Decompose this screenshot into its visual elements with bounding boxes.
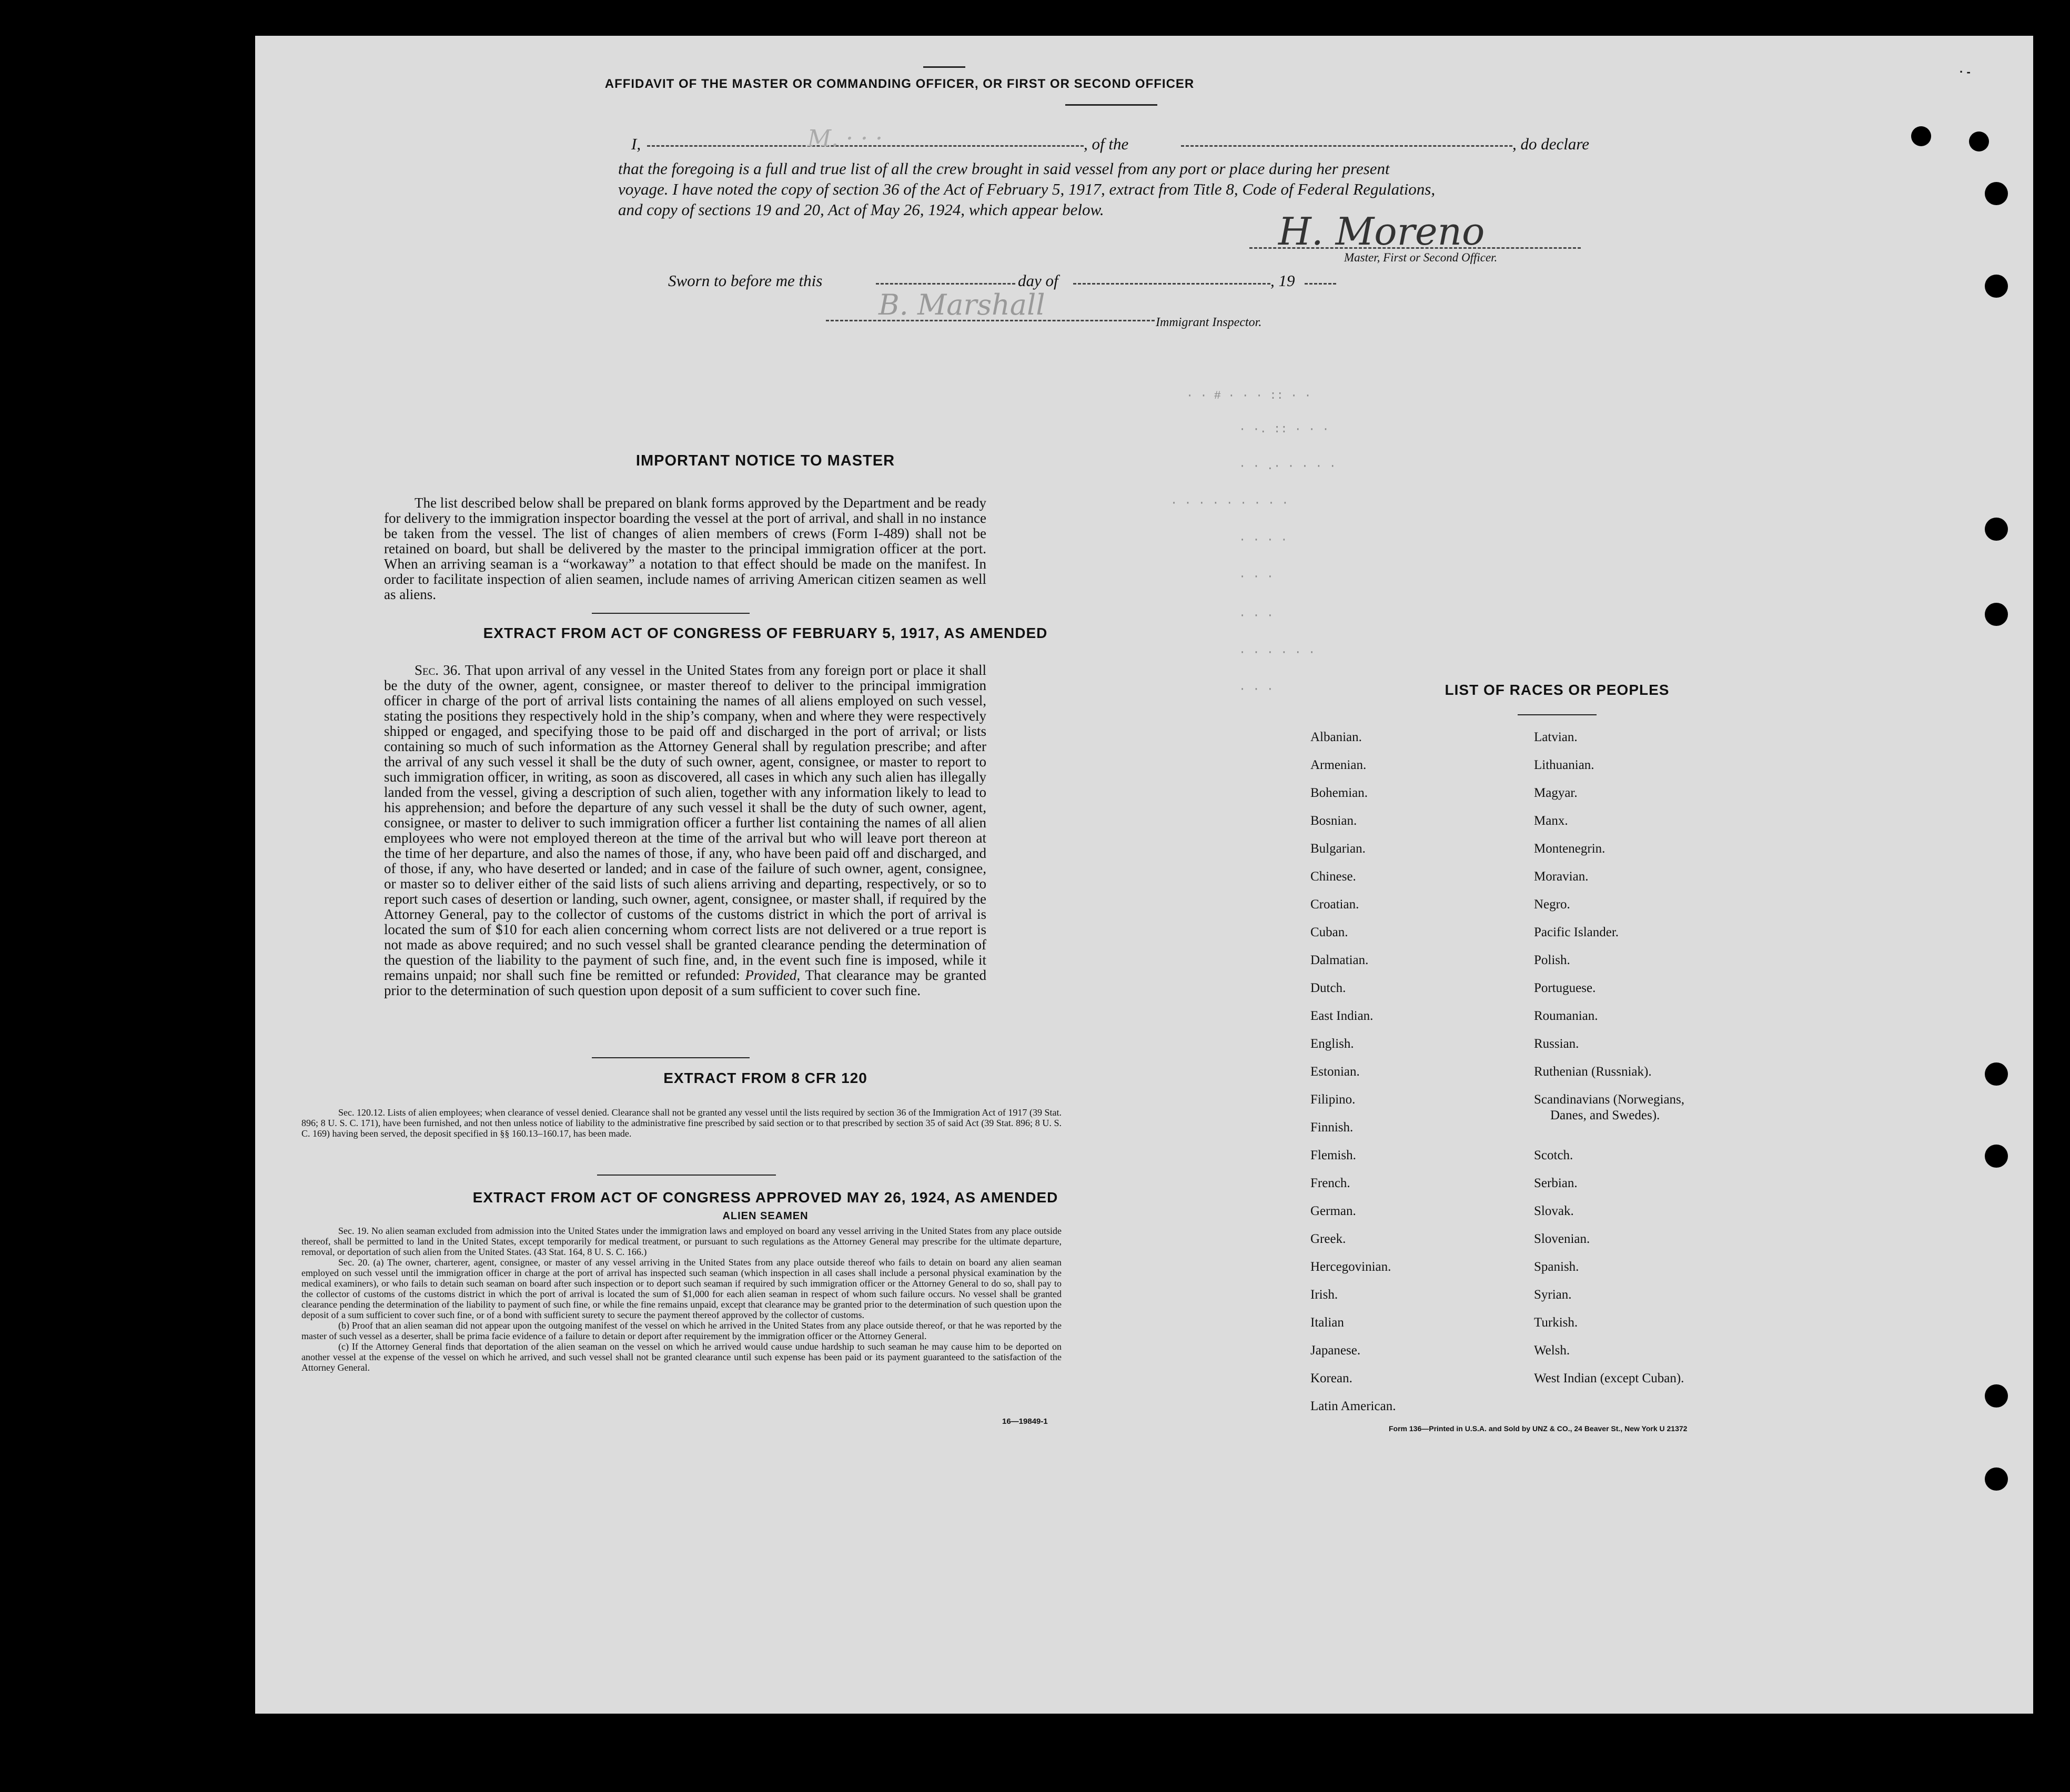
race-item: Finnish. — [1310, 1120, 1354, 1135]
extract-1924-body — [301, 1226, 1062, 1373]
corner-mark: · - — [1960, 65, 1971, 78]
race-item: French. — [1310, 1176, 1350, 1190]
race-item: Turkish. — [1534, 1315, 1578, 1330]
divider — [597, 1175, 776, 1176]
race-item: East Indian. — [1310, 1009, 1374, 1023]
race-item: Negro. — [1534, 897, 1570, 912]
race-item: Dalmatian. — [1310, 953, 1369, 967]
bleed-through-mark: · · .· · · · · — [1239, 460, 1336, 473]
race-item: Bosnian. — [1310, 814, 1357, 828]
race-item: Welsh. — [1534, 1343, 1570, 1358]
inspector-signature-line[interactable] — [826, 320, 1155, 321]
sec-20c-text: (c) If the Attorney General finds that deportation of the alien seaman on the vessel on which he arrived would cause undue hardship to such seaman he may cause him to be deported on another vessel at the expense of the vessel on which he arrived, and such vessel shall not be granted clearance until such expense has been paid or its payment guaranteed to the satisfaction of the Attorney General. — [301, 1341, 1062, 1373]
race-item: Armenian. — [1310, 758, 1367, 772]
printer-footer: Form 136—Printed in U.S.A. and Sold by UNZ & CO., 24 Beaver St., New York U 21372 — [1389, 1424, 1688, 1433]
divider — [592, 613, 750, 614]
race-item: Filipino. — [1310, 1092, 1356, 1107]
bleed-through-mark: · · · — [1239, 609, 1274, 622]
races-title: LIST OF RACES OR PEOPLES — [1445, 682, 1670, 698]
race-item: Scandinavians (Norwegians, — [1534, 1092, 1685, 1107]
race-item: Flemish. — [1310, 1148, 1356, 1162]
inspector-caption: Immigrant Inspector. — [1156, 316, 1262, 329]
punch-hole — [1985, 1145, 2008, 1168]
sec-36-text-end: That clearance may be granted prior to the determination of such question upon deposit of a sum sufficient to cover such fine. — [384, 967, 986, 998]
race-item: German. — [1310, 1204, 1356, 1218]
bleed-through-mark: · · · · — [1239, 533, 1288, 546]
extract-cfr-title: EXTRACT FROM 8 CFR 120 — [663, 1070, 867, 1086]
title-underline — [1065, 104, 1157, 106]
bleed-through-mark: · · # · · · :: · · — [1186, 389, 1311, 402]
sworn-month-line[interactable] — [1073, 283, 1270, 285]
race-item: Croatian. — [1310, 897, 1359, 912]
master-signature: H. Moreno — [1278, 209, 1485, 254]
sec-20b-text: (b) Proof that an alien seaman did not appear upon the outgoing manifest of the vessel on which he arrived in the United States from any place outside thereof, or that he was reported by the master of such vessel as a deserter, shall be prima facie evidence of a failure to detain or deport after requirement by the immigration officer or the Attorney General. — [301, 1320, 1062, 1341]
race-item: Albanian. — [1310, 730, 1362, 744]
punch-hole — [1985, 1467, 2008, 1491]
sworn-day-line[interactable] — [876, 283, 1015, 285]
vessel-field-line[interactable] — [1181, 145, 1512, 147]
top-mark — [923, 66, 965, 68]
day-of-label: day of — [1018, 271, 1058, 290]
race-item: Chinese. — [1310, 869, 1356, 884]
punch-hole — [1985, 1062, 2008, 1086]
punch-hole — [1985, 603, 2008, 626]
sec-36-text: That upon arrival of any vessel in the United States from any foreign port or place it shall be the duty of the owner, agent, consignee, or master thereof to deliver to the principal immigration officer in charge of the port of arrival lists containing the names of all aliens employed on such vessel, stating the positions they respectively hold in the ship’s company, when and where they were respectively shipped or engaged, and specifying those to be paid off and discharged in the port of arrival; or lists containing so much of such information as the Attorney General shall by regulation prescribe; and after the arrival of any such vessel it shall be the duty of such owner, agent, consignee, or master to report to such immigration officer, in writing, as soon as discovered, all cases in which any such alien has illegally landed from the vessel, giving a description of such alien, together with any information likely to lead to his apprehension; and before the departure of any such vessel it shall be the duty of such owner, agent, consignee, or master to deliver to such immigration officer a further list containing the names of all alien employees who were not employed thereon at the time of the arrival but who will leave port thereon at the time of her departure, and also the names of those, if any, who have been paid off and discharged, and of those, if any, who have deserted or landed; and in case of the failure of such owner, agent, consignee, or master so to deliver either of the said lists of such aliens arriving and departing, respectively, or so to report such cases of desertion or landing, such owner, agent, consignee, or master shall, if required by the Attorney General, pay to the collector of customs of the customs district in which the port of arrival is located the sum of $10 for each alien concerning whom correct lists are not delivered or a true report is not made as above required; and no such vessel shall be granted clearance pending the determination of the question of the liability to the payment of such fine, and, in the event such fine is imposed, while it remains unpaid; nor shall such fine be remitted or refunded: — [384, 662, 987, 983]
extract-1924-title: EXTRACT FROM ACT OF CONGRESS APPROVED MAY 26, 1924, AS AMENDED — [472, 1189, 1058, 1206]
extract-1917-title: EXTRACT FROM ACT OF CONGRESS OF FEBRUARY 5, 1917, AS AMENDED — [483, 625, 1048, 641]
sworn-label: Sworn to before me this — [668, 271, 823, 290]
race-item: Latvian. — [1534, 730, 1578, 744]
race-item: Estonian. — [1310, 1065, 1360, 1079]
i-label: I, — [631, 135, 641, 153]
punch-hole — [1985, 1384, 2008, 1408]
sec-19-text: Sec. 19. No alien seaman excluded from admission into the United States under the immigration laws and employed on board any vessel arriving in the United States from any place outside thereof, shall be permitted to land in the United States, except temporarily for medical treatment, or pursuant to such regulations as the Attorney General may prescribe for the ultimate departure, removal, or deportation of such alien from the United States. (43 Stat. 164, 8 U. S. C. 166.) — [301, 1226, 1062, 1257]
race-item: Spanish. — [1534, 1260, 1579, 1274]
bleed-through-mark: · · · · · · · · · — [1170, 497, 1289, 510]
bleed-through-mark: · ·. :: · · · — [1239, 423, 1329, 436]
bleed-through-mark: · · · — [1239, 683, 1274, 696]
sworn-year-line[interactable] — [1305, 283, 1336, 285]
divider — [592, 1057, 750, 1058]
race-item: Korean. — [1310, 1371, 1352, 1385]
affidavit-body-line3: and copy of sections 19 and 20, Act of May 26, 1924, which appear below. — [618, 200, 1104, 219]
affidavit-body-line2: voyage. I have noted the copy of section 36 of the Act of February 5, 1917, extract from Title 8, Code of Federal Regulations, — [618, 180, 1436, 198]
race-item: Slovak. — [1534, 1204, 1574, 1218]
race-item: Magyar. — [1534, 786, 1578, 800]
of-the-label: , of the — [1084, 135, 1129, 153]
extract-cfr-body: Sec. 120.12. Lists of alien employees; when clearance of vessel denied. Clearance shall not be granted any vessel until the lists required by section 36 of the Immigration Act of 1917 (39 Stat. 896; 8 U. S. C. 171), have been furnished, and not then unless notice of liability to the administrative fine prescribed by said section or to that prescribed by section 35 of said Act (39 Stat. 896; 8 U. S. C. 169) having been served, the deposit specified in §§ 160.13–160.17, has been made. — [301, 1107, 1062, 1139]
race-item: Ruthenian (Russniak). — [1534, 1065, 1652, 1079]
races-title-underline — [1518, 714, 1597, 715]
race-item: Russian. — [1534, 1037, 1579, 1051]
extract-1917-body — [384, 663, 986, 998]
race-item: Syrian. — [1534, 1288, 1572, 1302]
race-item: Japanese. — [1310, 1343, 1361, 1358]
sec-36-label: Sec. 36. — [415, 662, 461, 678]
sec-20a-text: Sec. 20. (a) The owner, charterer, agent, consignee, or master of any vessel arriving in the United States from any place outside thereof who fails to detain on board any alien seaman employed on such vessel until the immigration officer in charge at the port of arrival has inspected such seaman (which inspection in all cases shall include a personal physical examination by the medical examiners), or who fails to detain such seaman on board after such inspection or to deport such seaman if required by such immigration officer or the Attorney General to do so, shall pay to the collector of customs of the customs district in which the port of arrival is located the sum of $1,000 for each alien seaman in respect of whom such failure occurs. No vessel shall be granted clearance pending the determination of the liability to payment of such fine, or while the fine remains unpaid, except that clearance may be granted prior to the determination of such question upon the deposit of a sum sufficient to cover such fine, or of a bond with sufficient surety to secure the payment thereof approved by the collector of customs. — [301, 1257, 1062, 1320]
master-caption: Master, First or Second Officer. — [1344, 251, 1498, 264]
race-item: Greek. — [1310, 1232, 1346, 1246]
race-item: Scotch. — [1534, 1148, 1573, 1162]
year-label: , 19 — [1270, 271, 1295, 290]
race-item: Italian — [1310, 1315, 1344, 1330]
master-signature-line[interactable] — [1249, 247, 1581, 249]
race-item: Cuban. — [1310, 925, 1348, 939]
race-item: Hercegovinian. — [1310, 1260, 1391, 1274]
race-item: Serbian. — [1534, 1176, 1578, 1190]
race-item: English. — [1310, 1037, 1354, 1051]
punch-hole — [1985, 518, 2008, 541]
form-page — [255, 36, 2033, 1714]
bleed-through-mark: · · · — [1239, 570, 1274, 583]
race-item: Slovenian. — [1534, 1232, 1590, 1246]
do-declare-label: , do declare — [1512, 135, 1590, 153]
race-item: Bulgarian. — [1310, 842, 1366, 856]
race-item: Dutch. — [1310, 981, 1346, 995]
punch-hole — [1985, 182, 2008, 205]
affidavit-title: AFFIDAVIT OF THE MASTER OR COMMANDING OFFICER, OR FIRST OR SECOND OFFICER — [604, 77, 1195, 91]
race-item: Montenegrin. — [1534, 842, 1605, 856]
race-item: Bohemian. — [1310, 786, 1368, 800]
punch-hole — [1911, 126, 1931, 146]
affidavit-body-line1: that the foregoing is a full and true list of all the crew brought in said vessel from any port or place during her present — [618, 159, 1390, 178]
race-item: Roumanian. — [1534, 1009, 1598, 1023]
notice-body: The list described below shall be prepared on blank forms approved by the Department and be ready for delivery to the immigration inspector boarding the vessel at the port of arrival, and shall in no instance be taken from the vessel. The list of changes of alien members of crews (Form I-489) shall not be retained on board, but shall be delivered by the master to the principal immigration officer at the port. When an arriving seaman is a “workaway” a notation to that effect should be made on the manifest. In order to facilitate inspection of alien seamen, include names of arriving American citizen seamen as well as aliens. — [384, 495, 986, 602]
race-item: Danes, and Swedes). — [1550, 1108, 1660, 1122]
extract-1924-subtitle: ALIEN SEAMEN — [722, 1210, 809, 1222]
punch-hole — [1969, 131, 1989, 151]
race-item: Lithuanian. — [1534, 758, 1594, 772]
race-item: Polish. — [1534, 953, 1570, 967]
faint-name-handwriting: M. · · · — [807, 125, 883, 152]
provided-label: Provided, — [745, 967, 801, 983]
race-item: Pacific Islander. — [1534, 925, 1619, 939]
punch-hole — [1985, 275, 2008, 298]
race-item: Irish. — [1310, 1288, 1338, 1302]
race-item: Latin American. — [1310, 1399, 1396, 1413]
bleed-through-mark: · · · · · · — [1239, 646, 1316, 659]
race-item: Manx. — [1534, 814, 1568, 828]
notice-title: IMPORTANT NOTICE TO MASTER — [635, 452, 895, 469]
inspector-signature: B. Marshall — [879, 288, 1045, 321]
race-item: Moravian. — [1534, 869, 1589, 884]
form-code: 16—19849-1 — [1002, 1417, 1048, 1426]
race-item: Portuguese. — [1534, 981, 1596, 995]
race-item: West Indian (except Cuban). — [1534, 1371, 1684, 1385]
